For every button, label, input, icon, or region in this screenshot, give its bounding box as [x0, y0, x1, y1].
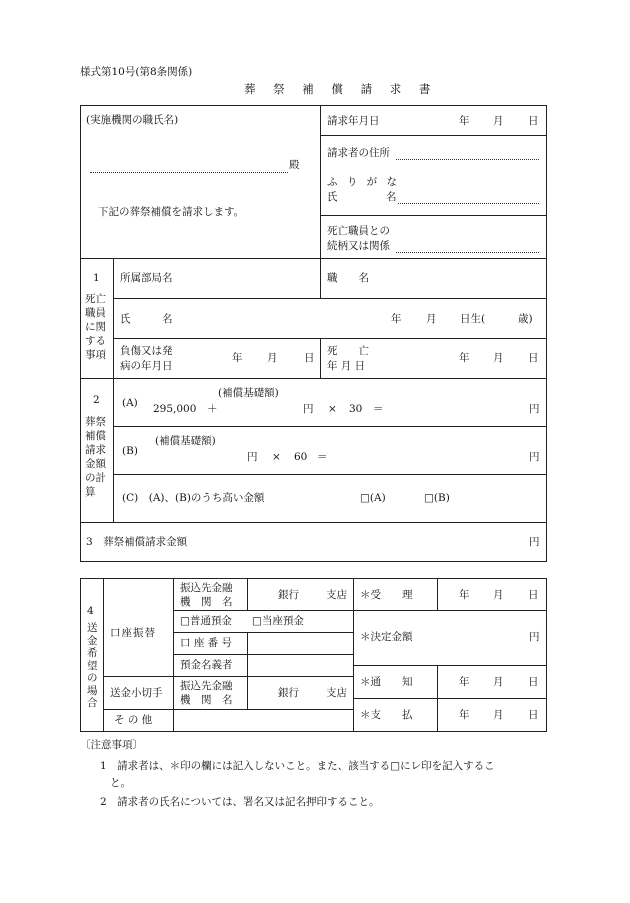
claimant-address-label: 請求者の住所 [327, 147, 390, 159]
row-b-result-yen: 円 [529, 451, 540, 463]
department-label: 所属部局名 [120, 272, 173, 284]
paid-day: 日 [528, 709, 539, 721]
request-month: 月 [493, 115, 504, 127]
account-holder-label: 預金名義者 [180, 659, 233, 671]
injury-day: 日 [304, 352, 315, 364]
money-order-bank-label-1: 振込先金融 [180, 680, 233, 692]
row-b-base-label: (補償基礎額) [155, 435, 216, 447]
branch-suffix: 支店 [326, 589, 347, 601]
row-a-times: × [328, 403, 337, 415]
section2-number: 2 [93, 394, 100, 406]
agency-official-label: (実施機関の職氏名) [86, 114, 179, 126]
birth-month: 月 [426, 313, 437, 325]
honorific-dono: 殿 [289, 159, 300, 171]
row-b-equals: ＝ [317, 451, 328, 463]
money-order-bank-suffix: 銀行 [278, 687, 299, 699]
injury-date-label-1: 負傷又は発 [120, 345, 173, 357]
row-c-text: (C) (A)、(B)のうち高い金額 [122, 492, 265, 504]
option-b-checkbox[interactable]: □ (B) [424, 493, 450, 504]
death-year: 年 [459, 352, 470, 364]
relation-line[interactable] [396, 252, 539, 253]
decided-amount-label: ＊決定金額 [360, 631, 413, 643]
checkbox-icon[interactable] [360, 492, 370, 504]
note-2: 2 請求者の氏名については、署名又は記名押印すること。 [100, 796, 380, 808]
row-b-times: × [272, 451, 281, 463]
received-day: 日 [528, 589, 539, 601]
section1-label: 死亡 職員 に関 する 事項 [85, 293, 106, 361]
row-a-multiplier: 30 [349, 403, 363, 415]
row-a-equals: ＝ [373, 403, 384, 415]
form-title: 葬 祭 補 償 請 求 書 [244, 82, 438, 96]
row-b-label: (B) [122, 445, 138, 457]
form-number: 様式第10号(第8条関係) [80, 66, 193, 78]
row-a-label: (A) [122, 397, 138, 409]
decided-amount-yen: 円 [529, 631, 540, 643]
checkbox-icon[interactable] [252, 615, 262, 627]
claimant-name-line[interactable] [398, 203, 539, 204]
row-a-plus: ＋ [207, 403, 218, 415]
injury-date-label-2: 病の年月日 [120, 360, 173, 372]
option-a-checkbox[interactable]: □ (A) [360, 493, 386, 504]
paid-month: 月 [493, 709, 504, 721]
account-number-label: 口 座 番 号 [180, 637, 233, 649]
notified-day: 日 [528, 676, 539, 688]
request-date-label: 請求年月日 [327, 115, 380, 127]
request-day: 日 [528, 115, 539, 127]
account-transfer-label: 口座振替 [110, 627, 156, 639]
request-year: 年 [459, 115, 470, 127]
current-deposit-checkbox[interactable]: □ 当座預金 [252, 616, 304, 627]
paid-year: 年 [459, 709, 470, 721]
received-year: 年 [459, 589, 470, 601]
note-1-line-1: 1 請求者は、＊印の欄には記入しないこと。また、該当する□にレ印を記入するこ [100, 760, 495, 772]
money-order-branch-suffix: 支店 [326, 687, 347, 699]
section1-number: 1 [93, 272, 100, 284]
claimant-name-mei: 名 [386, 191, 397, 203]
received-label: ＊受 理 [360, 589, 413, 601]
row-a-fixed-amount: 295,000 [153, 403, 197, 415]
deceased-name-label: 氏 名 [120, 313, 173, 325]
notified-label: ＊通 知 [360, 676, 413, 688]
checkbox-icon[interactable] [424, 492, 434, 504]
section2-label: 葬祭 補償 請求 金額 の計 算 [85, 416, 106, 498]
age-label: 歳) [518, 313, 533, 325]
birth-year: 年 [391, 313, 402, 325]
row-a-base-label: (補償基礎額) [218, 387, 279, 399]
section3-label: 3 葬祭補償請求金額 [86, 536, 188, 548]
checkbox-icon[interactable] [180, 615, 190, 627]
money-order-label: 送金小切手 [110, 687, 163, 699]
request-statement: 下記の葬祭補償を請求します。 [98, 206, 245, 218]
paid-label: ＊支 払 [360, 709, 413, 721]
ordinary-deposit-checkbox[interactable]: □ 普通預金 [180, 616, 232, 627]
relation-label-1: 死亡職員との [327, 225, 390, 237]
row-b-multiplier: 60 [294, 451, 308, 463]
furigana-label: ふ り が な [327, 176, 401, 188]
claimant-name-shi: 氏 [327, 191, 338, 203]
official-name-line[interactable] [90, 172, 288, 173]
notes-heading: 〔注意事項〕 [80, 739, 143, 751]
death-date-label-1: 死 亡 [327, 345, 369, 357]
bank-label-2: 機 関 名 [180, 596, 233, 608]
injury-month: 月 [267, 352, 278, 364]
received-month: 月 [493, 589, 504, 601]
row-a-yen: 円 [303, 403, 314, 415]
other-label: そ の 他 [114, 714, 153, 726]
notified-year: 年 [459, 676, 470, 688]
section4-number: 4 [87, 605, 94, 617]
note-1-line-2: と。 [110, 777, 131, 789]
bank-label-1: 振込先金融 [180, 582, 233, 594]
relation-label-2: 続柄又は関係 [327, 240, 390, 252]
row-b-yen: 円 [247, 451, 258, 463]
bank-suffix: 銀行 [278, 589, 299, 601]
money-order-bank-label-2: 機 関 名 [180, 694, 233, 706]
injury-year: 年 [232, 352, 243, 364]
claimant-address-line[interactable] [396, 159, 539, 160]
birth-day: 日生( [460, 313, 486, 325]
section4-label: 送 金 希 望 の 場 合 [87, 622, 98, 709]
section3-yen: 円 [529, 536, 540, 548]
position-label: 職 名 [327, 272, 369, 284]
death-day: 日 [528, 352, 539, 364]
row-a-result-yen: 円 [529, 403, 540, 415]
death-date-label-2: 年 月 日 [327, 360, 366, 372]
notified-month: 月 [493, 676, 504, 688]
death-month: 月 [493, 352, 504, 364]
